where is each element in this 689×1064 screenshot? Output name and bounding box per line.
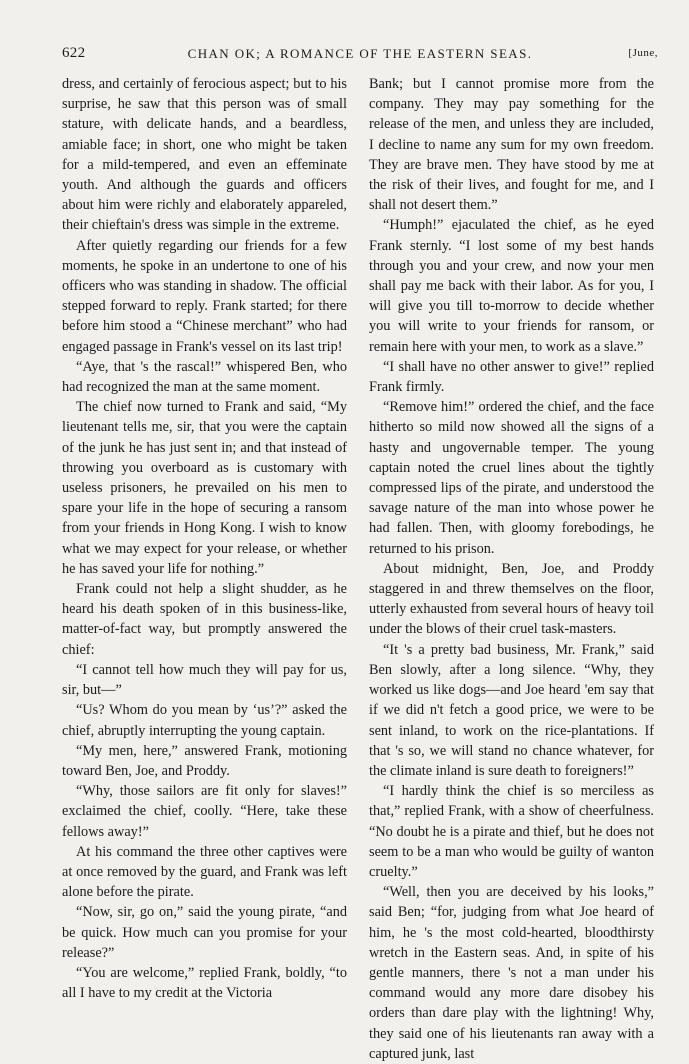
paragraph: “Us? Whom do you mean by ‘us’?” asked the chief, abruptly interrupting the young captain. — [62, 702, 347, 739]
paragraph: “My men, here,” answered Frank, motioning toward Ben, Joe, and Proddy. — [62, 742, 347, 779]
page-number: 622 — [62, 45, 86, 61]
paragraph: “Now, sir, go on,” said the young pirate, “and be quick. How much can you promise for your release?” — [62, 904, 347, 961]
paragraph: About midnight, Ben, Joe, and Proddy staggered in and threw themselves on the floor, utterly exhausted from several hours of heavy toil under the blows of their cruel task-masters. — [369, 560, 654, 638]
paragraph: “You are welcome,” replied Frank, boldly, “to all I have to my credit at the Victoria — [62, 964, 347, 1002]
running-header — [62, 45, 658, 65]
paragraph: dress, and certainly of ferocious aspect; but to his surprise, he saw that this person was of small stature, with delicate hands, and a beardless, amiable face; in short, one who might be taken for a mild-tempered, and even an effeminate youth. And although the guards and officers about him were richly and elaborately appareled, their chieftain's dress was simple in the extreme. — [62, 76, 347, 234]
paragraph: At his command the three other captives were at once removed by the guard, and Frank was left alone before the pirate. — [62, 843, 347, 901]
paragraph: “Well, then you are deceived by his looks,” said Ben; “for, judging from what Joe heard of him, he 's the most cold-hearted, bloodthirsty wretch in the Eastern seas. And, in spite of his gentle manners, there 's not a man under his command would any more dare disobey his orders than dare play with the lightning! Why, they said one of his lieutenants ran away with a captured junk, last — [369, 884, 654, 1062]
paragraph: “Aye, that 's the rascal!” whispered Ben, who had recognized the man at the same moment. — [62, 358, 347, 396]
running-month: [June, — [628, 47, 658, 59]
paragraph: “Why, those sailors are fit only for slaves!” exclaimed the chief, coolly. “Here, take these fellows away!” — [62, 783, 347, 840]
paragraph: “I cannot tell how much they will pay for us, sir, but—” — [62, 661, 347, 699]
paragraph: “I hardly think the chief is so merciless as that,” replied Frank, with a show of cheerfulness. “No doubt he is a pirate and thief, but he does not seem to be a man who would be guilty of wanton cruelty.” — [369, 783, 654, 880]
paragraph: “It 's a pretty bad business, Mr. Frank,” said Ben slowly, after a long silence. “Why, they worked us like dogs—and Joe heard 'em say that if we did n't fetch a good price, we were to be sent inland, to work on the rice-plantations. If that 's so, we will stand no chance whatever, for the climate inland is sure death to foreigners!” — [369, 641, 654, 779]
left-column — [62, 74, 347, 1003]
paragraph: “I shall have no other answer to give!” replied Frank firmly. — [369, 358, 654, 396]
running-title: CHAN OK; A ROMANCE OF THE EASTERN SEAS. — [187, 46, 533, 61]
paragraph: “Humph!” ejaculated the chief, as he eyed Frank sternly. “I lost some of my best hands through you and your crew, and now your men shall pay me back with their labor. As for you, I will give you till to-morrow to decide whether you will write to your friends for ransom, or remain here with your men, to work as a slave.” — [369, 217, 654, 355]
paragraph: “Remove him!” ordered the chief, and the face hitherto so mild now showed all the signs of a hasty and ungovernable temper. The young captain noted the cruel lines about the tightly compressed lips of the pirate, and understood the savage nature of the man into whose power he had fallen. Then, with gloomy forebodings, he returned to his prison. — [369, 399, 654, 557]
paragraph: Frank could not help a slight shudder, as he heard his death spoken of in this business-like, matter-of-fact way, but promptly answered the chief: — [62, 581, 347, 658]
right-column — [369, 74, 654, 1064]
paragraph: Bank; but I cannot promise more from the company. They may pay something for the release of the men, and unless they are included, I decline to name any sum for my own freedom. They are brave men. They have stood by me at the risk of their lives, and fought for me, and I shall not desert them.” — [369, 76, 654, 214]
paragraph: After quietly regarding our friends for a few moments, he spoke in an undertone to one of his officers who was standing in shadow. The official stepped forward to reply. Frank started; for there before him stood a “Chinese merchant” who had engaged passage in Frank's vessel on its last trip! — [62, 237, 347, 355]
paragraph: The chief now turned to Frank and said, “My lieutenant tells me, sir, that you were the captain of the junk he has just sent in; and that instead of throwing you overboard as is customary with useless prisoners, he prevailed on his men to spare your life in the hope of securing a ransom from your friends in Hong Kong. I wish to know what we may expect for your release, or whether he has saved your life for nothing.” — [62, 399, 347, 577]
